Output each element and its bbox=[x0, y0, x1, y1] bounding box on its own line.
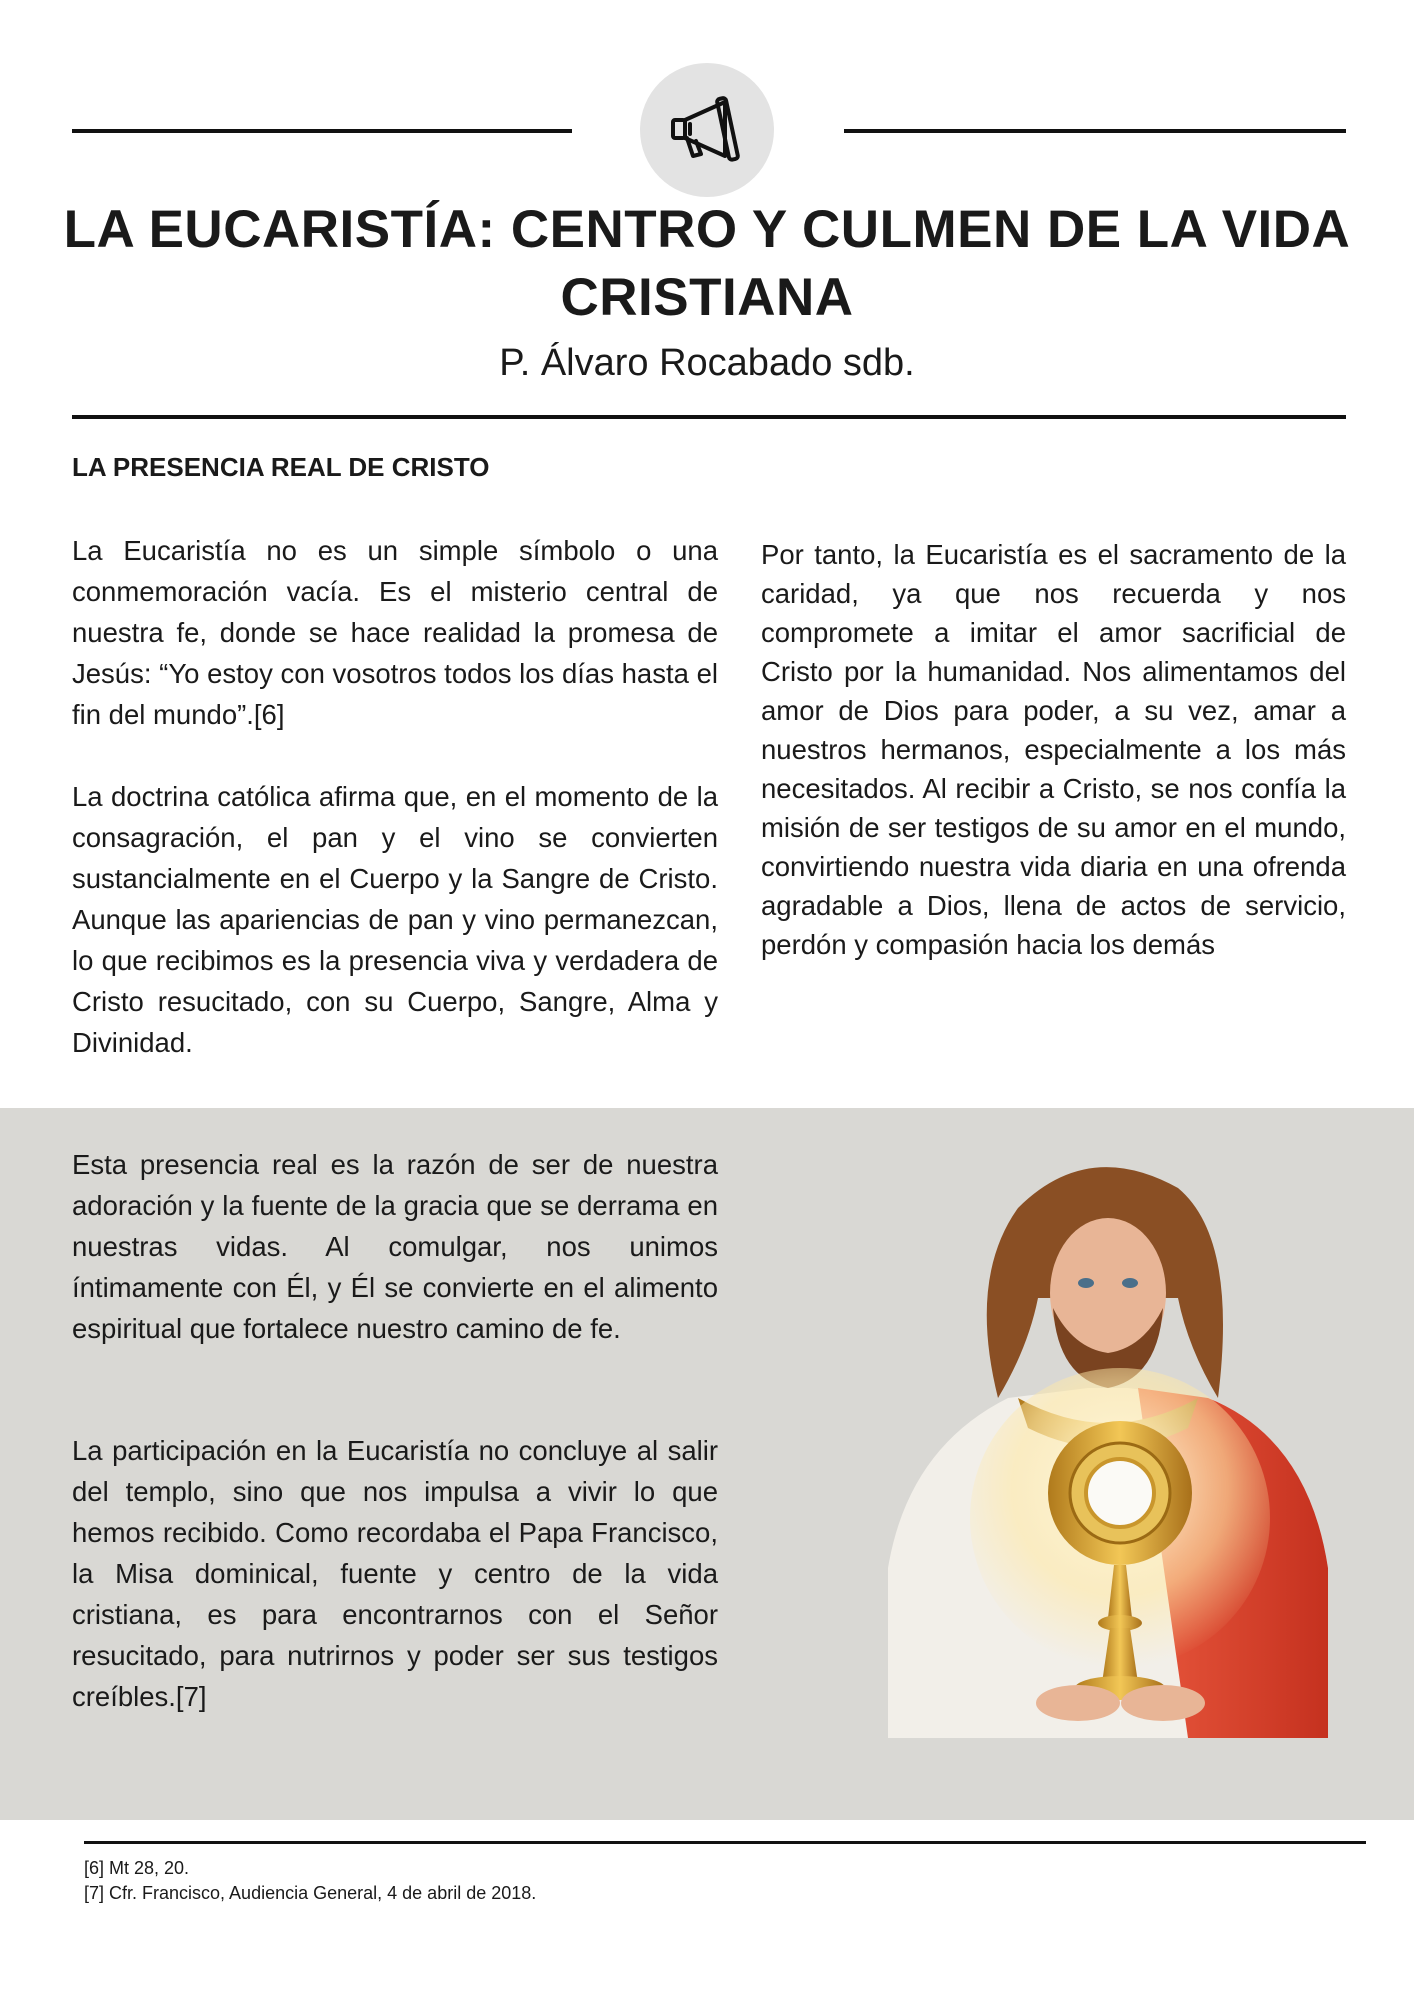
footnote-divider bbox=[84, 1841, 1366, 1844]
paragraph-left-4: La participación en la Eucaristía no concluye al salir del templo, sino que nos impulsa a vivir lo que hemos recibido. Como recordaba el Papa Francisco, la Misa dominical, fuente y centro de la vida cristiana, es para encontrarnos con el Señor resucitado, para nutrirnos y poder ser sus testigos creíbles.[7] bbox=[72, 1435, 718, 1712]
icon-circle bbox=[640, 63, 774, 197]
footnote-7: [7] Cfr. Francisco, Audiencia General, 4 de abril de 2018. bbox=[84, 1883, 537, 1903]
paragraph-right-1: Por tanto, la Eucaristía es el sacramento de la caridad, ya que nos recuerda y nos compromete a imitar el amor sacrificial de Cristo por la humanidad. Nos alimentamos del amor de Dios para poder, a su vez, amar a nuestros hermanos, especialmente a los más necesitados. Al recibir a Cristo, se nos confía la misión de ser testigos de su amor en el mundo, convirtiendo nuestra vida diaria en una ofrenda agradable a Dios, llena de actos de servicio, perdón y compasión hacia los demás bbox=[761, 539, 1346, 960]
header-rule-right bbox=[844, 129, 1346, 133]
footnotes bbox=[84, 1856, 1284, 1906]
paragraph-left-1: La Eucaristía no es un simple símbolo o una conmemoración vacía. Es el misterio central de nuestra fe, donde se hace realidad la promesa de Jesús: “Yo estoy con vosotros todos los días hasta el fin del mundo”.[6] bbox=[72, 535, 718, 730]
title-divider bbox=[72, 415, 1346, 419]
megaphone-icon bbox=[665, 88, 749, 172]
footnote-6: [6] Mt 28, 20. bbox=[84, 1858, 190, 1878]
paragraph-left-3: Esta presencia real es la razón de ser de nuestra adoración y la fuente de la gracia que se derrama en nuestras vidas. Al comulgar, nos unimos íntimamente con Él, y Él se convierte en el alimento espiritual que fortalece nuestro camino de fe. bbox=[72, 1149, 718, 1344]
page-title: LA EUCARISTÍA: CENTRO Y CULMEN DE LA VIDA CRISTIANA bbox=[63, 200, 1351, 327]
jesus-monstrance-image bbox=[888, 1148, 1328, 1738]
paragraph-left-2: La doctrina católica afirma que, en el momento de la consagración, el pan y el vino se convierten sustancialmente en el Cuerpo y la Sangre de Cristo. Aunque las apariencias de pan y vino permanezcan, lo que recibimos es la presencia viva y verdadera de Cristo resucitado, con su Cuerpo, Sangre, Alma y Divinidad. bbox=[72, 781, 718, 1058]
header-rule-left bbox=[72, 129, 572, 133]
author: P. Álvaro Rocabado sdb. bbox=[499, 342, 915, 384]
section-heading: LA PRESENCIA REAL DE CRISTO bbox=[72, 452, 490, 482]
